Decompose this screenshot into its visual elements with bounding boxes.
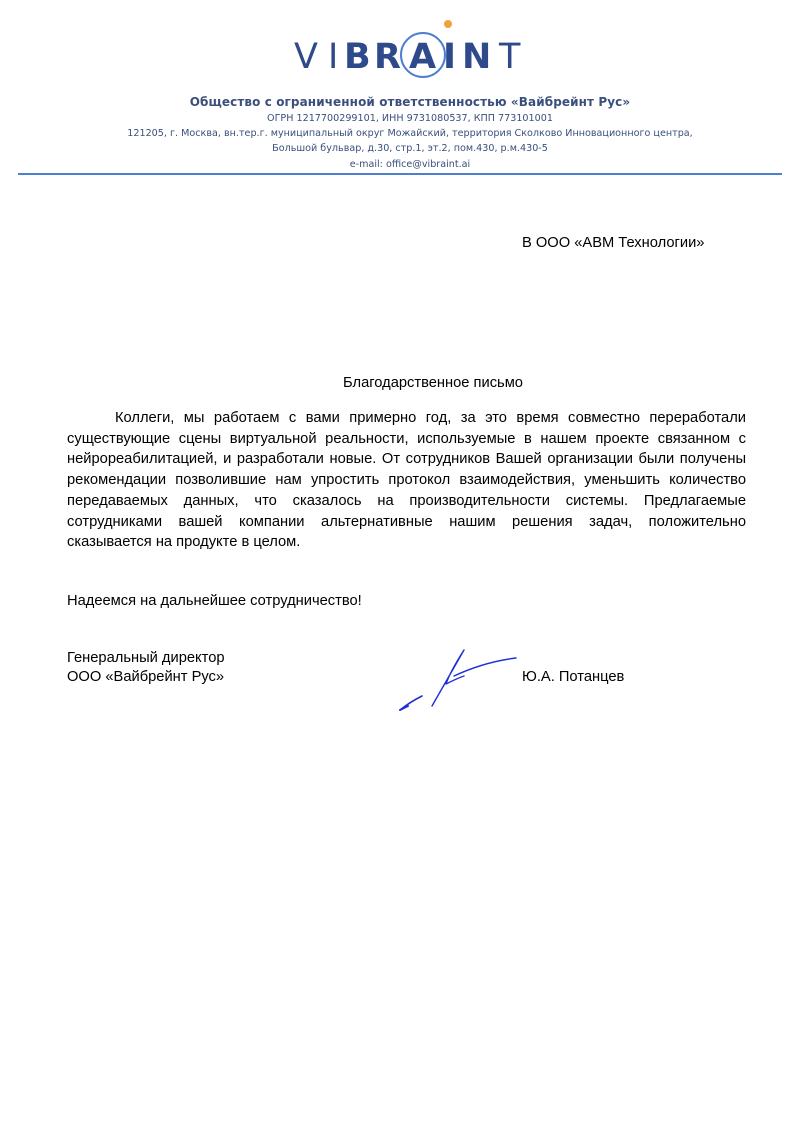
- svg-text:T: T: [499, 37, 521, 77]
- svg-text:N: N: [462, 37, 492, 77]
- address-line-2: Большой бульвар, д.30, стр.1, эт.2, пом.430, р.м.430-5: [272, 143, 548, 154]
- svg-text:I: I: [328, 37, 339, 77]
- closing-line: Надеемся на дальнейшее сотрудничество!: [67, 593, 362, 609]
- svg-text:R: R: [374, 37, 401, 77]
- handwritten-signature: [392, 642, 524, 720]
- svg-text:A: A: [409, 37, 437, 77]
- organization-name: Общество с ограниченной ответственностью «Вайбрейнт Рус»: [189, 95, 631, 109]
- signatory-company: ООО «Вайбрейнт Рус»: [67, 669, 225, 685]
- vibraint-logo: [240, 18, 560, 98]
- letter-body: Коллеги, мы работаем с вами примерно год, за это время совместно переработали существующие сцены виртуальной реальности, используемые в нашем проекте связанном с нейрореабилитацией, и разработали новые. От сотрудников Вашей организации были получены рекомендации позволившие нам упростить протокол взаимодействия, уменьшить количество передаваемых данных, что сказалось на производительности системы. Предлагаемые сотрудниками вашей компании альтернативные нашим решения задач, положительно сказывается на продукте в целом.: [67, 410, 746, 551]
- registration-numbers: ОГРН 1217700299101, ИНН 9731080537, КПП 773101001: [267, 113, 553, 124]
- recipient: В ООО «АВМ Технологии»: [522, 235, 705, 251]
- signatory-name: Ю.А. Потанцев: [522, 669, 625, 685]
- svg-text:V: V: [294, 37, 318, 77]
- email-address: e-mail: office@vibraint.ai: [349, 159, 471, 170]
- signatory-position: Генеральный директор: [67, 650, 225, 666]
- svg-text:B: B: [344, 37, 371, 77]
- letterhead: [0, 0, 794, 180]
- address-line-1: 121205, г. Москва, вн.тер.г. муниципальный округ Можайский, территория Сколково Инновационного центра,: [127, 128, 693, 139]
- svg-text:I: I: [443, 37, 457, 77]
- letter-title: Благодарственное письмо: [343, 375, 523, 391]
- header-divider: [18, 173, 782, 175]
